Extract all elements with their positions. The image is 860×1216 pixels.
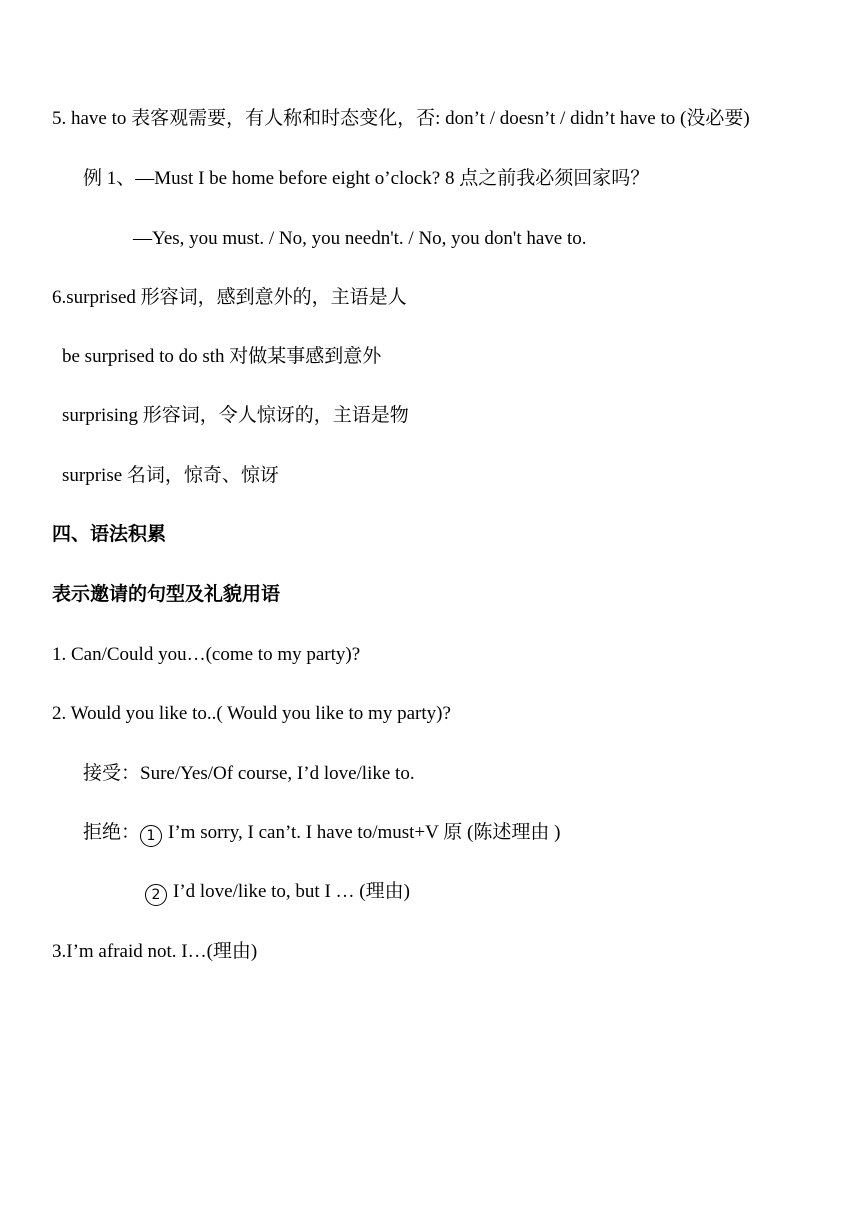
example-1-answer: —Yes, you must. / No, you needn't. / No, you don't have to. [133, 228, 587, 249]
invitation-pattern-1: 1. Can/Could you…(come to my party)? [52, 644, 361, 665]
refuse-response-1 [83, 821, 560, 847]
surprise-definition: surprise 名词，惊奇、惊讶 [62, 465, 279, 486]
point-6-surprised: 6.surprised 形容词，感到意外的，主语是人 [52, 287, 407, 308]
subheading-invitations: 表示邀请的句型及礼貌用语 [52, 584, 281, 605]
refuse-text-2: I’d love/like to, but I … (理由) [173, 881, 410, 902]
circled-number-2: 2 [145, 884, 167, 906]
surprising-definition: surprising 形容词，令人惊讶的，主语是物 [62, 405, 409, 426]
invitation-pattern-2: 2. Would you like to..( Would you like to my party)? [52, 703, 451, 724]
refuse-label: 拒绝： [83, 822, 141, 843]
be-surprised-to-do: be surprised to do sth 对做某事感到意外 [62, 346, 382, 367]
circled-number-1: 1 [140, 825, 162, 847]
invitation-pattern-3: 3.I’m afraid not. I…(理由) [52, 941, 258, 962]
accept-response: 接受：Sure/Yes/Of course, I’d love/like to. [83, 763, 415, 784]
example-1-question: 例 1、—Must I be home before eight o’clock? 8 点之前我必须回家吗？ [83, 168, 650, 189]
refuse-response-2 [145, 880, 410, 906]
refuse-text-1: I’m sorry, I can’t. I have to/must+V 原 (陈述理由 ) [168, 822, 561, 843]
point-5-have-to: 5. have to 表客观需要，有人称和时态变化，否: don’t / doesn’t / didn’t have to (没必要) [52, 108, 750, 129]
section-heading-grammar: 四、语法积累 [52, 524, 167, 545]
